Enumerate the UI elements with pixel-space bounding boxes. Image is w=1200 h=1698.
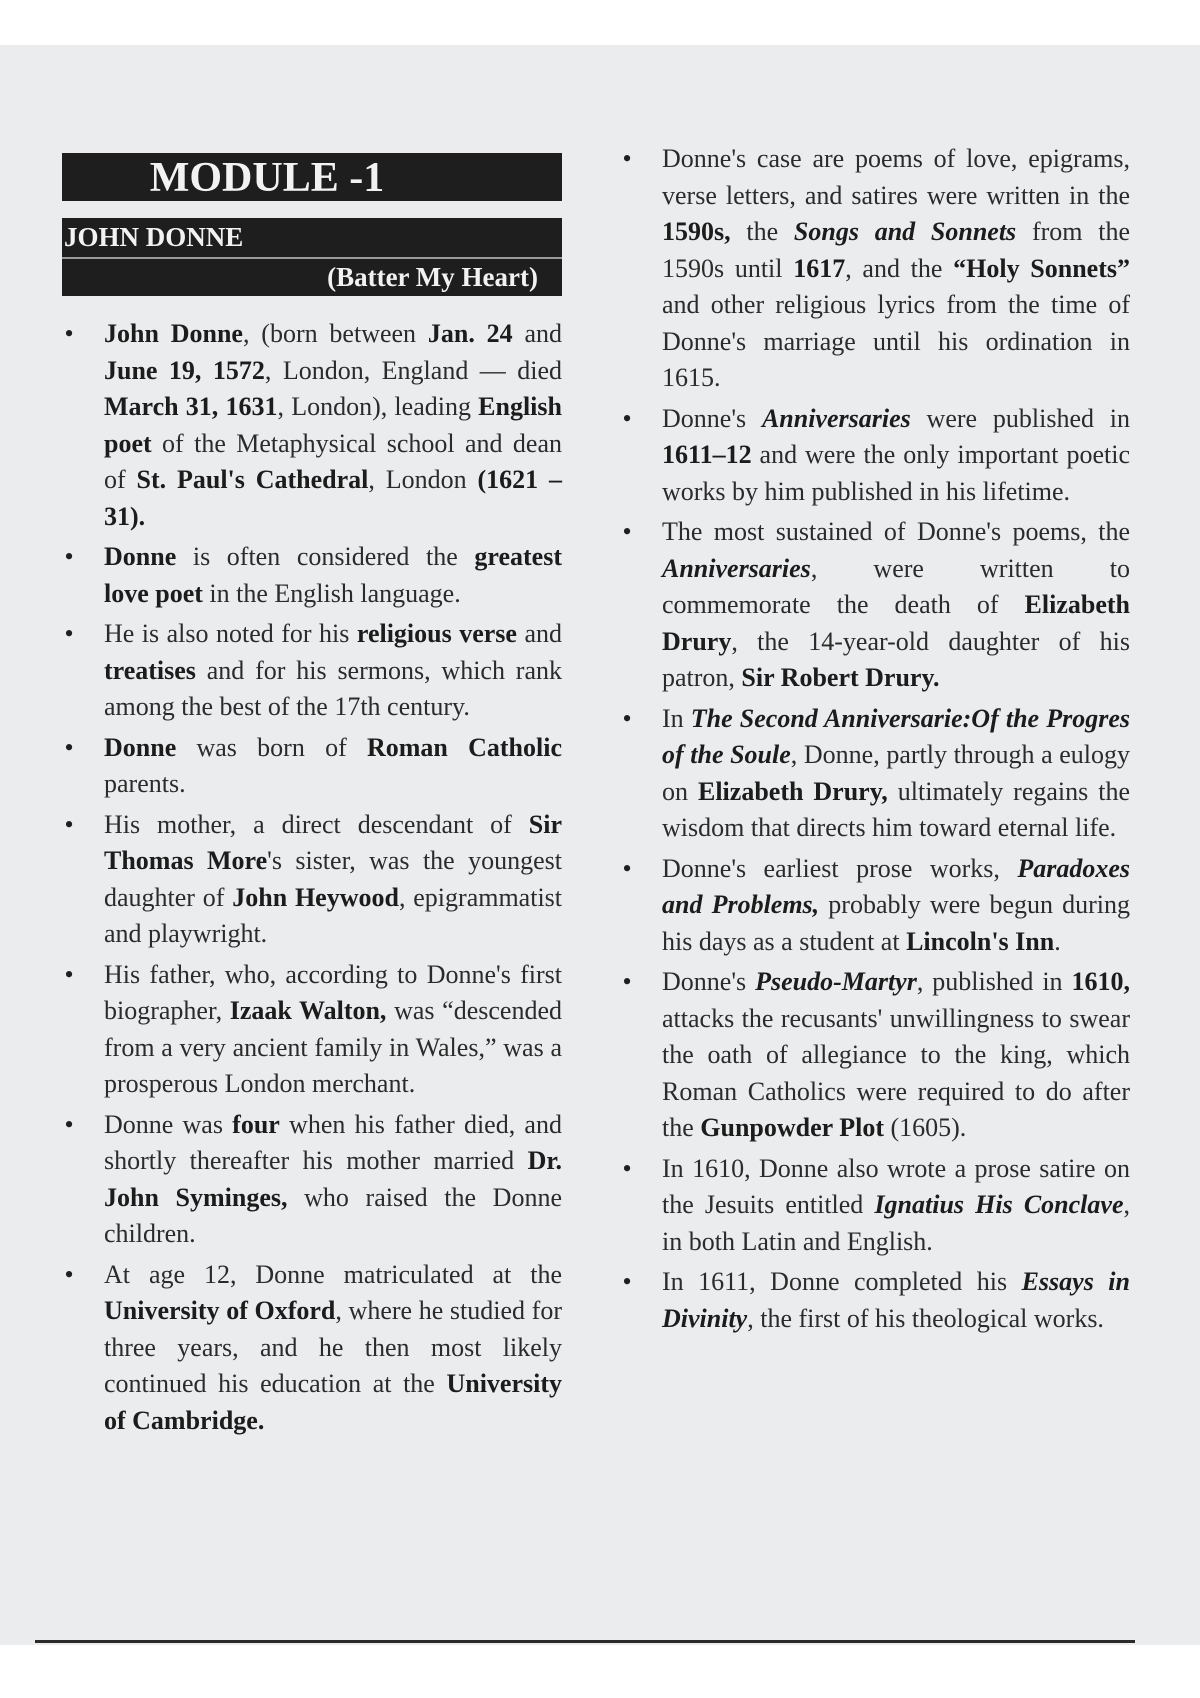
text-segment: In 1611, Donne completed his (662, 1267, 1022, 1296)
text-segment: . (1054, 926, 1061, 956)
bold-text: 1617 (793, 253, 846, 283)
text-segment: probably were begun during his days as a student at (662, 890, 1130, 956)
bullet-item (62, 1107, 562, 1253)
text-segment: and for his sermons, which rank among the best of the 17th century. (104, 655, 562, 721)
text-segment: His mother, a direct descendant of (104, 809, 529, 839)
bullet-item (62, 616, 562, 726)
text-segment: The most sustained of Donne's poems, the (662, 517, 1130, 546)
bold-text: 1590s, (662, 217, 731, 246)
text-segment: His father, who, according to Donne's first biographer, (104, 959, 562, 1025)
bullet-dot-icon: • (64, 542, 74, 571)
bullet-dot-icon: • (64, 809, 74, 839)
text-segment: ultimately regains the wisdom that directs him toward eternal life. (662, 776, 1130, 842)
text-segment: and (516, 619, 562, 648)
text-segment: 's sister, was the youngest daughter of (104, 846, 562, 912)
text-segment: of the Metaphysical school and dean of (104, 428, 562, 494)
bullet-item (620, 141, 1130, 397)
text-segment: and other religious lyrics from the time of Donne's marriage until his ordination in 1615. (662, 290, 1130, 392)
bullet-item (62, 316, 562, 535)
text-segment: the (730, 217, 794, 246)
bold-text: “Holy Sonnets” (953, 253, 1130, 283)
text-segment: Donne's (662, 967, 756, 996)
bold-text: Gunpowder Plot (700, 1113, 884, 1142)
bold-text: John Donne (104, 319, 243, 348)
bold-text: Jan. 24 (427, 319, 513, 348)
bold-text: Roman Catholic (366, 732, 562, 762)
bold-text: (1621 –31). (104, 465, 562, 531)
bold-italic-title: Essays in Divinity (662, 1267, 1130, 1333)
text-segment: , London (368, 465, 478, 494)
text-segment: , the 14-year-old daughter of his patron, (662, 626, 1130, 692)
bold-text: University of Oxford (104, 1296, 336, 1325)
text-segment: Donne's earliest prose works, (662, 853, 1018, 883)
bold-text: Sir Thomas More (104, 809, 562, 875)
text-segment: , epigrammatist and playwright. (104, 882, 563, 948)
bullet-dot-icon: • (622, 1153, 632, 1183)
text-segment: Donne's (662, 403, 762, 433)
bullet-item (62, 1257, 562, 1440)
author-heading (62, 218, 562, 296)
text-segment: , published in (916, 967, 1072, 996)
text-segment: were published in (910, 403, 1131, 433)
text-segment: and (512, 319, 563, 348)
left-column (62, 153, 562, 1443)
author-name: JOHN DONNE (64, 222, 244, 252)
bold-text: religious verse (356, 619, 517, 648)
bold-italic-title: Pseudo-Martyr (755, 967, 917, 996)
bold-text: 1611–12 (662, 440, 752, 469)
bullet-item (62, 539, 562, 612)
bullet-dot-icon: • (622, 853, 632, 883)
bold-italic-title: Anniversaries (662, 553, 811, 583)
text-segment: , where he studied for three years, and he then most likely continued his education at the (104, 1296, 562, 1398)
bullet-item (62, 730, 562, 803)
bullet-item (620, 514, 1130, 697)
poem-title: (Batter My Heart) (327, 262, 538, 292)
text-segment: and were the only important poetic works by him published in his lifetime. (662, 440, 1130, 506)
text-segment: , and the (845, 253, 954, 283)
text-segment: attacks the recusants' unwillingness to swear the oath of allegiance to the king, which Roman Catholics were required to do after the (662, 1003, 1130, 1142)
text-segment: , London, England — died (264, 355, 562, 385)
text-segment: , were written to commemorate the death of (662, 553, 1130, 619)
right-bullet-list (620, 141, 1130, 1337)
bold-text: four (232, 1109, 280, 1139)
bold-text: March 31, 1631 (104, 392, 278, 421)
bold-italic-title: Paradoxes and Problems, (662, 853, 1130, 919)
bullet-item (620, 701, 1130, 847)
text-segment: is often considered the (176, 542, 475, 571)
bullet-dot-icon: • (64, 1259, 74, 1289)
bullet-dot-icon: • (622, 517, 632, 546)
text-segment: in the English language. (202, 578, 461, 608)
text-segment: In 1610, Donne also wrote a prose satire on the Jesuits entitled (662, 1153, 1130, 1219)
text-segment: , the first of his theological works. (747, 1303, 1104, 1333)
bullet-item (620, 401, 1130, 511)
text-segment: Donne's case are poems of love, epigrams, verse letters, and satires were written in the (662, 144, 1130, 210)
bullet-item (620, 1264, 1130, 1337)
text-segment: from the 1590s until (662, 217, 1131, 283)
bold-italic-title: The Second Anniversarie:Of the Progres of the Soule (662, 703, 1130, 769)
bottom-rule (35, 1640, 1135, 1643)
bold-italic-title: Songs and Sonnets (793, 217, 1017, 246)
bullet-dot-icon: • (622, 967, 632, 996)
page-sheet (0, 45, 1200, 1645)
right-column (620, 141, 1130, 1341)
bullet-dot-icon: • (64, 732, 74, 762)
bold-text: Lincoln's Inn (906, 926, 1055, 956)
bold-italic-title: Ignatius His Conclave (874, 1190, 1124, 1219)
text-segment: who raised the Donne children. (104, 1182, 562, 1248)
text-segment: was born of (176, 732, 367, 762)
text-segment: when his father died, and shortly thereafter his mother married (104, 1109, 562, 1175)
bullet-item (620, 851, 1130, 961)
bold-text: Donne (104, 732, 177, 762)
bold-text: Elizabeth Drury, (697, 776, 888, 806)
bullet-dot-icon: • (64, 319, 74, 348)
bold-text: greatest love poet (104, 542, 562, 608)
bold-text: Dr. John Syminges, (104, 1146, 562, 1212)
bold-text: 1610, (1071, 967, 1130, 996)
bullet-item (62, 957, 562, 1103)
bullet-item (620, 1151, 1130, 1261)
text-segment: In (662, 703, 691, 733)
text-segment: Donne was (104, 1109, 233, 1139)
bullet-dot-icon: • (64, 619, 74, 648)
bullet-dot-icon: • (622, 703, 632, 733)
bullet-dot-icon: • (622, 403, 632, 433)
text-segment: , Donne, partly through a eulogy on (662, 740, 1130, 806)
left-bullet-list (62, 316, 562, 1439)
text-segment: He is also noted for his (104, 619, 357, 648)
bold-text: John Heywood (232, 882, 399, 912)
bold-text: Elizabeth Drury (662, 590, 1130, 656)
module-title: MODULE -1 (62, 153, 562, 201)
text-segment: , London), leading (277, 392, 479, 421)
bold-text: University of Cambridge. (104, 1369, 562, 1435)
text-segment: , (born between (242, 319, 428, 348)
text-segment: (1605). (883, 1113, 967, 1142)
bullet-dot-icon: • (64, 1109, 74, 1139)
bold-text: Sir Robert Drury. (741, 663, 940, 692)
text-segment: , in both Latin and English. (662, 1190, 1130, 1256)
text-segment: At age 12, Donne matriculated at the (104, 1259, 562, 1289)
bold-text: June 19, 1572 (104, 355, 265, 385)
bullet-dot-icon: • (622, 144, 632, 173)
text-segment: parents. (104, 769, 186, 798)
bold-text: Donne (104, 542, 177, 571)
bold-text: English poet (104, 392, 562, 458)
bold-italic-title: Anniversaries (761, 403, 911, 433)
bullet-dot-icon: • (622, 1267, 632, 1296)
bullet-item (620, 964, 1130, 1147)
bold-text: St. Paul's Cathedral (136, 465, 369, 494)
bullet-item (62, 807, 562, 953)
bullet-dot-icon: • (64, 959, 74, 989)
bold-text: Izaak Walton, (229, 996, 387, 1025)
text-segment: was “descended from a very ancient family in Wales,” was a prosperous London merchant. (104, 996, 562, 1098)
bold-text: treatises (104, 655, 196, 685)
